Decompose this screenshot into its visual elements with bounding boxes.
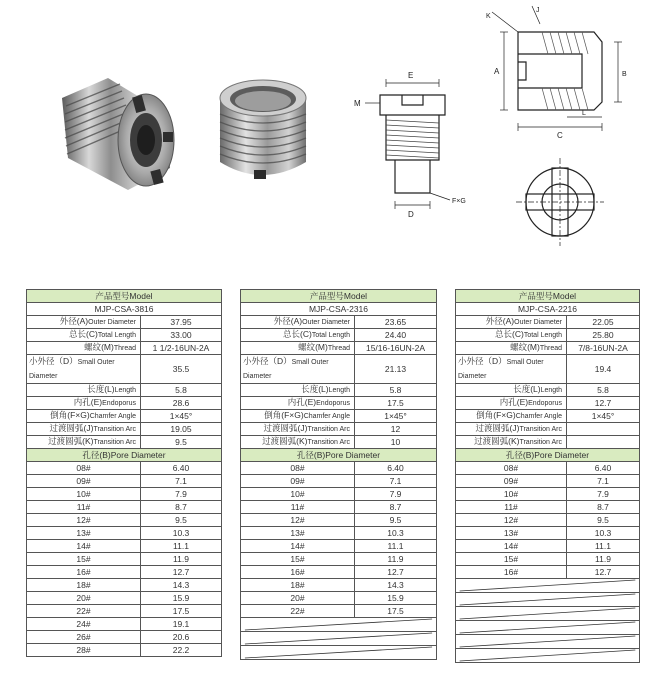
spec-label-en: Small Outer Diameter: [29, 359, 115, 380]
spec-label-cn: 外径(A): [59, 316, 89, 326]
pore-row: [241, 475, 437, 488]
dim-label-j: J: [536, 7, 540, 14]
pore-row: [27, 475, 222, 488]
pore-row: [456, 540, 640, 553]
pore-size: 16#: [456, 566, 567, 579]
spec-value: 22.05: [567, 316, 640, 329]
spec-value: [567, 423, 640, 436]
model-row: [27, 303, 222, 316]
model-header-row: [241, 290, 437, 303]
spec-label-cn: 小外径（D）: [243, 356, 292, 366]
spec-label-cn: 长度(L): [301, 384, 329, 394]
pore-diameter: 15.9: [141, 592, 222, 605]
technical-drawing-elevation: [350, 65, 480, 225]
pore-size: 15#: [27, 553, 141, 566]
pore-size: 08#: [27, 462, 141, 475]
spec-label-cn: 外径(A): [273, 316, 303, 326]
spec-label-en: Chamfer Angle: [303, 413, 350, 420]
pore-header: 孔径(B)Pore Diameter: [27, 449, 222, 462]
spec-row: [241, 423, 437, 436]
spec-label-en: Transition Arc: [307, 439, 350, 446]
spec-row: [241, 410, 437, 423]
pore-diameter: 17.5: [355, 605, 437, 618]
pore-diameter: 22.2: [141, 644, 222, 657]
pore-size: 12#: [456, 514, 567, 527]
pore-diameter: 10.3: [567, 527, 640, 540]
pore-size: 09#: [241, 475, 355, 488]
spec-value: 24.40: [355, 329, 437, 342]
pore-row: [241, 501, 437, 514]
pore-size: 15#: [456, 553, 567, 566]
pore-size: 14#: [456, 540, 567, 553]
spec-label-cn: 倒角(F×G): [476, 410, 516, 420]
spec-label-en: Transition Arc: [307, 426, 350, 433]
pore-size: 08#: [241, 462, 355, 475]
spec-label-en: Small Outer Diameter: [458, 359, 544, 380]
dim-label-c: C: [557, 131, 563, 140]
pore-diameter: 20.6: [141, 631, 222, 644]
empty-hatched-row: [456, 649, 640, 663]
spec-label-cn: 长度(L): [87, 384, 115, 394]
spec-value: 10: [355, 436, 437, 449]
empty-hatched-row: [456, 635, 640, 649]
pore-size: 28#: [27, 644, 141, 657]
pore-row: [456, 462, 640, 475]
spec-row: [27, 436, 222, 449]
pore-row: [456, 488, 640, 501]
pore-size: 14#: [27, 540, 141, 553]
spec-row: [241, 316, 437, 329]
spec-label-en: Endoporus: [102, 400, 136, 407]
pore-diameter: 19.1: [141, 618, 222, 631]
spec-row: [456, 436, 640, 449]
spec-row: [456, 342, 640, 355]
spec-value: 15/16-16UN-2A: [355, 342, 437, 355]
pore-diameter: 8.7: [141, 501, 222, 514]
spec-value: 5.8: [141, 384, 222, 397]
pore-diameter: 8.7: [355, 501, 437, 514]
pore-size: 11#: [27, 501, 141, 514]
spec-label-en: Length: [114, 387, 136, 394]
pore-diameter: 7.9: [141, 488, 222, 501]
pore-diameter: 10.3: [141, 527, 222, 540]
pore-row: [241, 514, 437, 527]
spec-value: 25.80: [567, 329, 640, 342]
pore-row: [27, 631, 222, 644]
pore-header-row: [27, 449, 222, 462]
pore-row: [27, 488, 222, 501]
pore-row: [27, 592, 222, 605]
spec-row: [241, 397, 437, 410]
spec-label-cn: 小外径（D）: [458, 356, 507, 366]
product-photo-slotted-bushing: [48, 58, 188, 203]
spec-row: [456, 397, 640, 410]
pore-diameter: 15.9: [355, 592, 437, 605]
model-code: MJP-CSA-2316: [241, 303, 437, 316]
pore-diameter: 11.9: [567, 553, 640, 566]
pore-size: 08#: [456, 462, 567, 475]
spec-value: 33.00: [141, 329, 222, 342]
pore-row: [27, 566, 222, 579]
model-code: MJP-CSA-2216: [456, 303, 640, 316]
pore-header-row: [241, 449, 437, 462]
dim-label-b: B: [622, 71, 627, 78]
model-code: MJP-CSA-3816: [27, 303, 222, 316]
pore-row: [241, 527, 437, 540]
spec-label-en: Endoporus: [528, 400, 562, 407]
pore-size: 24#: [27, 618, 141, 631]
pore-size: 11#: [456, 501, 567, 514]
pore-diameter: 12.7: [141, 566, 222, 579]
spec-label-en: Thread: [539, 345, 562, 352]
pore-diameter: 6.40: [141, 462, 222, 475]
spec-label-cn: 过渡圆弧(K): [262, 436, 308, 446]
spec-row: [27, 355, 222, 384]
pore-row: [27, 605, 222, 618]
spec-label-cn: 螺纹(M): [84, 342, 114, 352]
spec-label-cn: 螺纹(M): [510, 342, 540, 352]
pore-row: [241, 579, 437, 592]
spec-label-en: Length: [540, 387, 562, 394]
empty-hatched-row: [241, 618, 437, 632]
model-row: [241, 303, 437, 316]
spec-label-cn: 过渡圆弧(J): [49, 423, 94, 433]
pore-row: [27, 514, 222, 527]
spec-label-cn: 过渡圆弧(K): [474, 436, 520, 446]
spec-value: 5.8: [355, 384, 437, 397]
spec-table-mjp-csa-3816: [26, 289, 222, 657]
model-header-row: [27, 290, 222, 303]
pore-size: 16#: [241, 566, 355, 579]
spec-row: [27, 423, 222, 436]
dim-label-k: K: [486, 13, 491, 20]
model-header: 产品型号Model: [456, 290, 640, 303]
spec-row: [241, 342, 437, 355]
spec-label-en: Outer Diameter: [88, 319, 136, 326]
spec-label-cn: 倒角(F×G): [50, 410, 90, 420]
spec-row: [241, 355, 437, 384]
spec-label-cn: 小外径（D）: [29, 356, 78, 366]
pore-size: 16#: [27, 566, 141, 579]
spec-label-en: Transition Arc: [519, 439, 562, 446]
pore-diameter: 11.1: [355, 540, 437, 553]
pore-diameter: 7.1: [567, 475, 640, 488]
pore-row: [456, 527, 640, 540]
pore-row: [456, 553, 640, 566]
pore-size: 10#: [456, 488, 567, 501]
pore-size: 12#: [241, 514, 355, 527]
pore-row: [27, 527, 222, 540]
pore-diameter: 17.5: [141, 605, 222, 618]
pore-row: [241, 540, 437, 553]
pore-diameter: 7.1: [141, 475, 222, 488]
dim-label-d: D: [408, 210, 414, 219]
spec-label-cn: 螺纹(M): [298, 342, 328, 352]
pore-diameter: 12.7: [355, 566, 437, 579]
spec-value: 17.5: [355, 397, 437, 410]
pore-header: 孔径(B)Pore Diameter: [456, 449, 640, 462]
pore-diameter: 11.9: [355, 553, 437, 566]
dim-label-fg: F×G: [452, 198, 466, 205]
spec-label-cn: 内孔(E): [499, 397, 529, 407]
spec-value: 19.4: [567, 355, 640, 384]
pore-size: 22#: [27, 605, 141, 618]
pore-row: [456, 514, 640, 527]
spec-label-en: Transition Arc: [93, 426, 136, 433]
spec-row: [27, 384, 222, 397]
pore-size: 18#: [27, 579, 141, 592]
spec-label-cn: 总长(C): [495, 329, 524, 339]
dim-label-a: A: [494, 67, 500, 76]
spec-table-mjp-csa-2216: [455, 289, 640, 663]
pore-row: [27, 501, 222, 514]
pore-diameter: 9.5: [141, 514, 222, 527]
pore-diameter: 14.3: [141, 579, 222, 592]
pore-row: [27, 579, 222, 592]
spec-label-en: Thread: [327, 345, 350, 352]
pore-diameter: 11.1: [567, 540, 640, 553]
spec-label-en: Transition Arc: [519, 426, 562, 433]
model-header: 产品型号Model: [27, 290, 222, 303]
spec-row: [456, 384, 640, 397]
spec-label-en: Chamfer Angle: [89, 413, 136, 420]
pore-size: 26#: [27, 631, 141, 644]
spec-label-en: Small Outer Diameter: [243, 359, 329, 380]
spec-value: 1 1/2-16UN-2A: [141, 342, 222, 355]
dim-label-e: E: [408, 71, 414, 80]
spec-row: [27, 316, 222, 329]
spec-value: 12: [355, 423, 437, 436]
pore-size: 15#: [241, 553, 355, 566]
spec-row: [456, 423, 640, 436]
spec-label-cn: 过渡圆弧(J): [475, 423, 520, 433]
pore-size: 20#: [241, 592, 355, 605]
spec-label-cn: 总长(C): [69, 329, 98, 339]
empty-hatched-row: [241, 646, 437, 660]
pore-row: [27, 462, 222, 475]
spec-label-en: Length: [328, 387, 350, 394]
pore-header: 孔径(B)Pore Diameter: [241, 449, 437, 462]
pore-size: 13#: [456, 527, 567, 540]
pore-size: 18#: [241, 579, 355, 592]
product-photo-threaded-bushing: [210, 70, 320, 190]
spec-value: 23.65: [355, 316, 437, 329]
spec-value: 9.5: [141, 436, 222, 449]
pore-diameter: 9.5: [567, 514, 640, 527]
dim-label-m: M: [354, 99, 361, 108]
pore-size: 09#: [456, 475, 567, 488]
pore-header-row: [456, 449, 640, 462]
pore-size: 14#: [241, 540, 355, 553]
pore-row: [241, 605, 437, 618]
empty-hatched-row: [241, 632, 437, 646]
spec-row: [456, 410, 640, 423]
spec-label-en: Thread: [113, 345, 136, 352]
spec-row: [241, 384, 437, 397]
model-row: [456, 303, 640, 316]
pore-diameter: 11.9: [141, 553, 222, 566]
spec-label-en: Chamfer Angle: [515, 413, 562, 420]
pore-row: [27, 644, 222, 657]
spec-value: 1×45°: [141, 410, 222, 423]
spec-label-cn: 外径(A): [485, 316, 515, 326]
pore-row: [241, 553, 437, 566]
spec-label-cn: 长度(L): [513, 384, 541, 394]
dim-label-l: L: [582, 110, 586, 117]
spec-value: 5.8: [567, 384, 640, 397]
spec-value: 37.95: [141, 316, 222, 329]
pore-size: 12#: [27, 514, 141, 527]
spec-row: [456, 329, 640, 342]
pore-diameter: 6.40: [355, 462, 437, 475]
empty-hatched-row: [456, 579, 640, 593]
pore-diameter: 9.5: [355, 514, 437, 527]
pore-row: [456, 475, 640, 488]
pore-row: [27, 618, 222, 631]
pore-diameter: 7.9: [567, 488, 640, 501]
spec-value: 28.6: [141, 397, 222, 410]
pore-size: 22#: [241, 605, 355, 618]
model-header: 产品型号Model: [241, 290, 437, 303]
pore-row: [241, 592, 437, 605]
spec-value: 1×45°: [567, 410, 640, 423]
pore-size: 09#: [27, 475, 141, 488]
pore-size: 10#: [27, 488, 141, 501]
pore-row: [241, 462, 437, 475]
spec-label-en: Total Length: [311, 332, 350, 339]
pore-row: [241, 488, 437, 501]
pore-diameter: 14.3: [355, 579, 437, 592]
spec-value: 12.7: [567, 397, 640, 410]
pore-row: [456, 566, 640, 579]
pore-diameter: 7.9: [355, 488, 437, 501]
spec-table-mjp-csa-2316: [240, 289, 437, 660]
spec-label-cn: 内孔(E): [287, 397, 317, 407]
spec-value: 1×45°: [355, 410, 437, 423]
pore-diameter: 11.1: [141, 540, 222, 553]
spec-label-cn: 过渡圆弧(K): [48, 436, 94, 446]
spec-label-en: Outer Diameter: [514, 319, 562, 326]
pore-size: 13#: [27, 527, 141, 540]
empty-hatched-row: [456, 607, 640, 621]
pore-diameter: 10.3: [355, 527, 437, 540]
pore-diameter: 12.7: [567, 566, 640, 579]
spec-value: 35.5: [141, 355, 222, 384]
empty-hatched-row: [456, 621, 640, 635]
spec-label-en: Total Length: [523, 332, 562, 339]
spec-label-en: Outer Diameter: [302, 319, 350, 326]
pore-row: [456, 501, 640, 514]
spec-row: [27, 410, 222, 423]
spec-row: [456, 355, 640, 384]
pore-size: 10#: [241, 488, 355, 501]
spec-row: [27, 342, 222, 355]
pore-row: [241, 566, 437, 579]
spec-value: 19.05: [141, 423, 222, 436]
empty-hatched-row: [456, 593, 640, 607]
spec-row: [241, 329, 437, 342]
pore-diameter: 8.7: [567, 501, 640, 514]
spec-value: [567, 436, 640, 449]
pore-row: [27, 540, 222, 553]
spec-value: 21.13: [355, 355, 437, 384]
spec-label-cn: 总长(C): [283, 329, 312, 339]
spec-value: 7/8-16UN-2A: [567, 342, 640, 355]
spec-label-cn: 内孔(E): [73, 397, 103, 407]
spec-label-en: Total Length: [97, 332, 136, 339]
pore-size: 13#: [241, 527, 355, 540]
spec-label-en: Endoporus: [316, 400, 350, 407]
pore-diameter: 7.1: [355, 475, 437, 488]
spec-label-cn: 倒角(F×G): [264, 410, 304, 420]
pore-row: [27, 553, 222, 566]
spec-row: [27, 329, 222, 342]
spec-label-cn: 过渡圆弧(J): [263, 423, 308, 433]
model-header-row: [456, 290, 640, 303]
pore-diameter: 6.40: [567, 462, 640, 475]
pore-size: 20#: [27, 592, 141, 605]
technical-drawing-section: [482, 2, 632, 247]
spec-row: [27, 397, 222, 410]
spec-row: [456, 316, 640, 329]
spec-label-en: Transition Arc: [93, 439, 136, 446]
pore-size: 11#: [241, 501, 355, 514]
spec-row: [241, 436, 437, 449]
